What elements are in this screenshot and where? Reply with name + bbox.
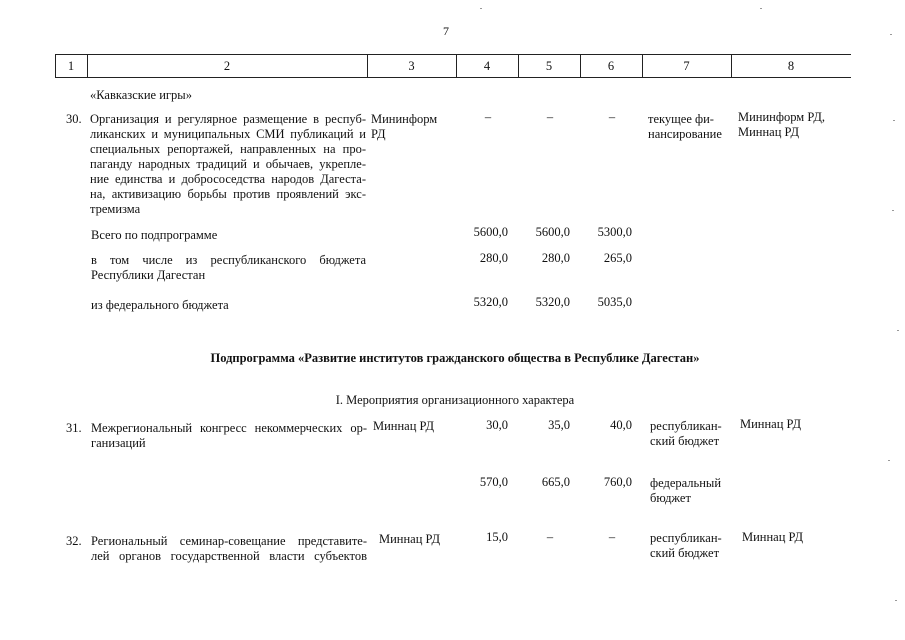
- funding-source-line: текущее фи-: [648, 112, 714, 126]
- funding-source-line: республикан-: [650, 531, 722, 545]
- row-title: [91, 421, 367, 451]
- page-number: 7: [443, 24, 449, 38]
- funding-source-line: федеральный: [650, 476, 722, 490]
- responsible-line: Мининформ РД,: [738, 110, 825, 124]
- funding-source-line: республикан-: [650, 419, 722, 433]
- value-col6: –: [608, 110, 616, 124]
- row-title-line: Региональный семинар-совещание представите-: [91, 534, 367, 548]
- row-title-line: лей органов государственной власти субъектов: [91, 549, 367, 563]
- row-title-line: специальных репортажей, направленных на про-: [90, 142, 366, 156]
- row-title-line: ганизаций: [91, 436, 146, 450]
- value-col5: –: [546, 530, 554, 544]
- scan-speck: [480, 8, 482, 9]
- responsible: Миннац РД: [742, 530, 804, 544]
- scan-speck: [892, 210, 894, 211]
- federal-value-col6: 760,0: [603, 475, 632, 489]
- header-col-2: 2: [223, 59, 231, 73]
- scan-speck: [897, 330, 899, 331]
- value-col4: 5600,0: [473, 225, 508, 239]
- row-title-line: тремизма: [90, 202, 141, 216]
- value-col5: 35,0: [548, 418, 570, 432]
- subprogram-title: Подпрограмма «Развитие институтов гражданского общества в Республике Дагестан»: [210, 351, 700, 365]
- value-col4: –: [484, 110, 492, 124]
- value-col6: –: [608, 530, 616, 544]
- header-col-8: 8: [787, 59, 795, 73]
- federal-value-col4: 570,0: [479, 475, 508, 489]
- funding-source: [648, 112, 722, 142]
- row-title-line: Организация и регулярное размещение в респуб-: [90, 112, 366, 126]
- funding-source-line: ский бюджет: [650, 546, 720, 560]
- executor-line: Мининформ: [371, 112, 438, 126]
- federal-value-col5: 665,0: [541, 475, 570, 489]
- header-col-5: 5: [545, 59, 553, 73]
- executor: Миннац РД: [373, 419, 435, 433]
- funding-source: [650, 531, 722, 561]
- scan-speck: [893, 120, 895, 121]
- value-col6: 265,0: [603, 251, 632, 265]
- section-title: I. Мероприятия организационного характера: [335, 393, 575, 407]
- value-col5: 5600,0: [535, 225, 570, 239]
- value-col4: 5320,0: [473, 295, 508, 309]
- row-number: 32.: [66, 534, 82, 548]
- value-col5: 280,0: [541, 251, 570, 265]
- responsible: [738, 110, 825, 140]
- row-title-line: Межрегиональный конгресс некоммерческих ор-: [91, 421, 367, 435]
- value-col5: 5320,0: [535, 295, 570, 309]
- value-col6: 40,0: [610, 418, 632, 432]
- header-col-3: 3: [408, 59, 415, 73]
- row-title: [91, 534, 367, 564]
- value-col5: –: [546, 110, 554, 124]
- value-col4: 280,0: [479, 251, 508, 265]
- responsible: Миннац РД: [740, 417, 802, 431]
- header-col-6: 6: [607, 59, 615, 73]
- scan-speck: [888, 460, 890, 461]
- executor: Миннац РД: [379, 532, 441, 546]
- scan-speck: [895, 600, 897, 601]
- row-title: [90, 112, 366, 217]
- funding-source-line: нансирование: [648, 127, 722, 141]
- value-col6: 5300,0: [597, 225, 632, 239]
- funding-source: [650, 419, 722, 449]
- value-col4: 15,0: [486, 530, 508, 544]
- row-title-line: паганду народных традиций и обычаев, укрепле-: [90, 157, 366, 171]
- scan-speck: [760, 8, 762, 9]
- header-col-7: 7: [683, 59, 690, 73]
- row-title-line: на, активизацию борьбы против проявлений экс-: [90, 187, 366, 201]
- federal-funding-source: [650, 476, 721, 506]
- value-col4: 30,0: [486, 418, 508, 432]
- republic-label-line: Республики Дагестан: [91, 268, 206, 282]
- federal-label: из федерального бюджета: [91, 298, 229, 312]
- funding-source-line: ский бюджет: [650, 434, 720, 448]
- header-col-1: 1: [67, 59, 75, 73]
- value-col6: 5035,0: [597, 295, 632, 309]
- republic-label-line: в том числе из республиканского бюджета: [91, 253, 366, 267]
- row-number: 31.: [66, 421, 82, 435]
- header-col-4: 4: [483, 59, 491, 73]
- row-title-line: ние единства и добрососедства народов Дагеста-: [90, 172, 366, 186]
- row-number: 30.: [66, 112, 82, 126]
- carryover-text: «Кавказские игры»: [90, 88, 192, 102]
- scan-speck: [890, 34, 892, 35]
- executor-line: РД: [371, 127, 386, 141]
- funding-source-line: бюджет: [650, 491, 691, 505]
- total-label: Всего по подпрограмме: [91, 228, 218, 242]
- row-title-line: ликанских и муниципальных СМИ публикаций и: [90, 127, 366, 141]
- responsible-line: Миннац РД: [738, 125, 800, 139]
- executor: [371, 112, 437, 142]
- republic-label: [91, 253, 366, 283]
